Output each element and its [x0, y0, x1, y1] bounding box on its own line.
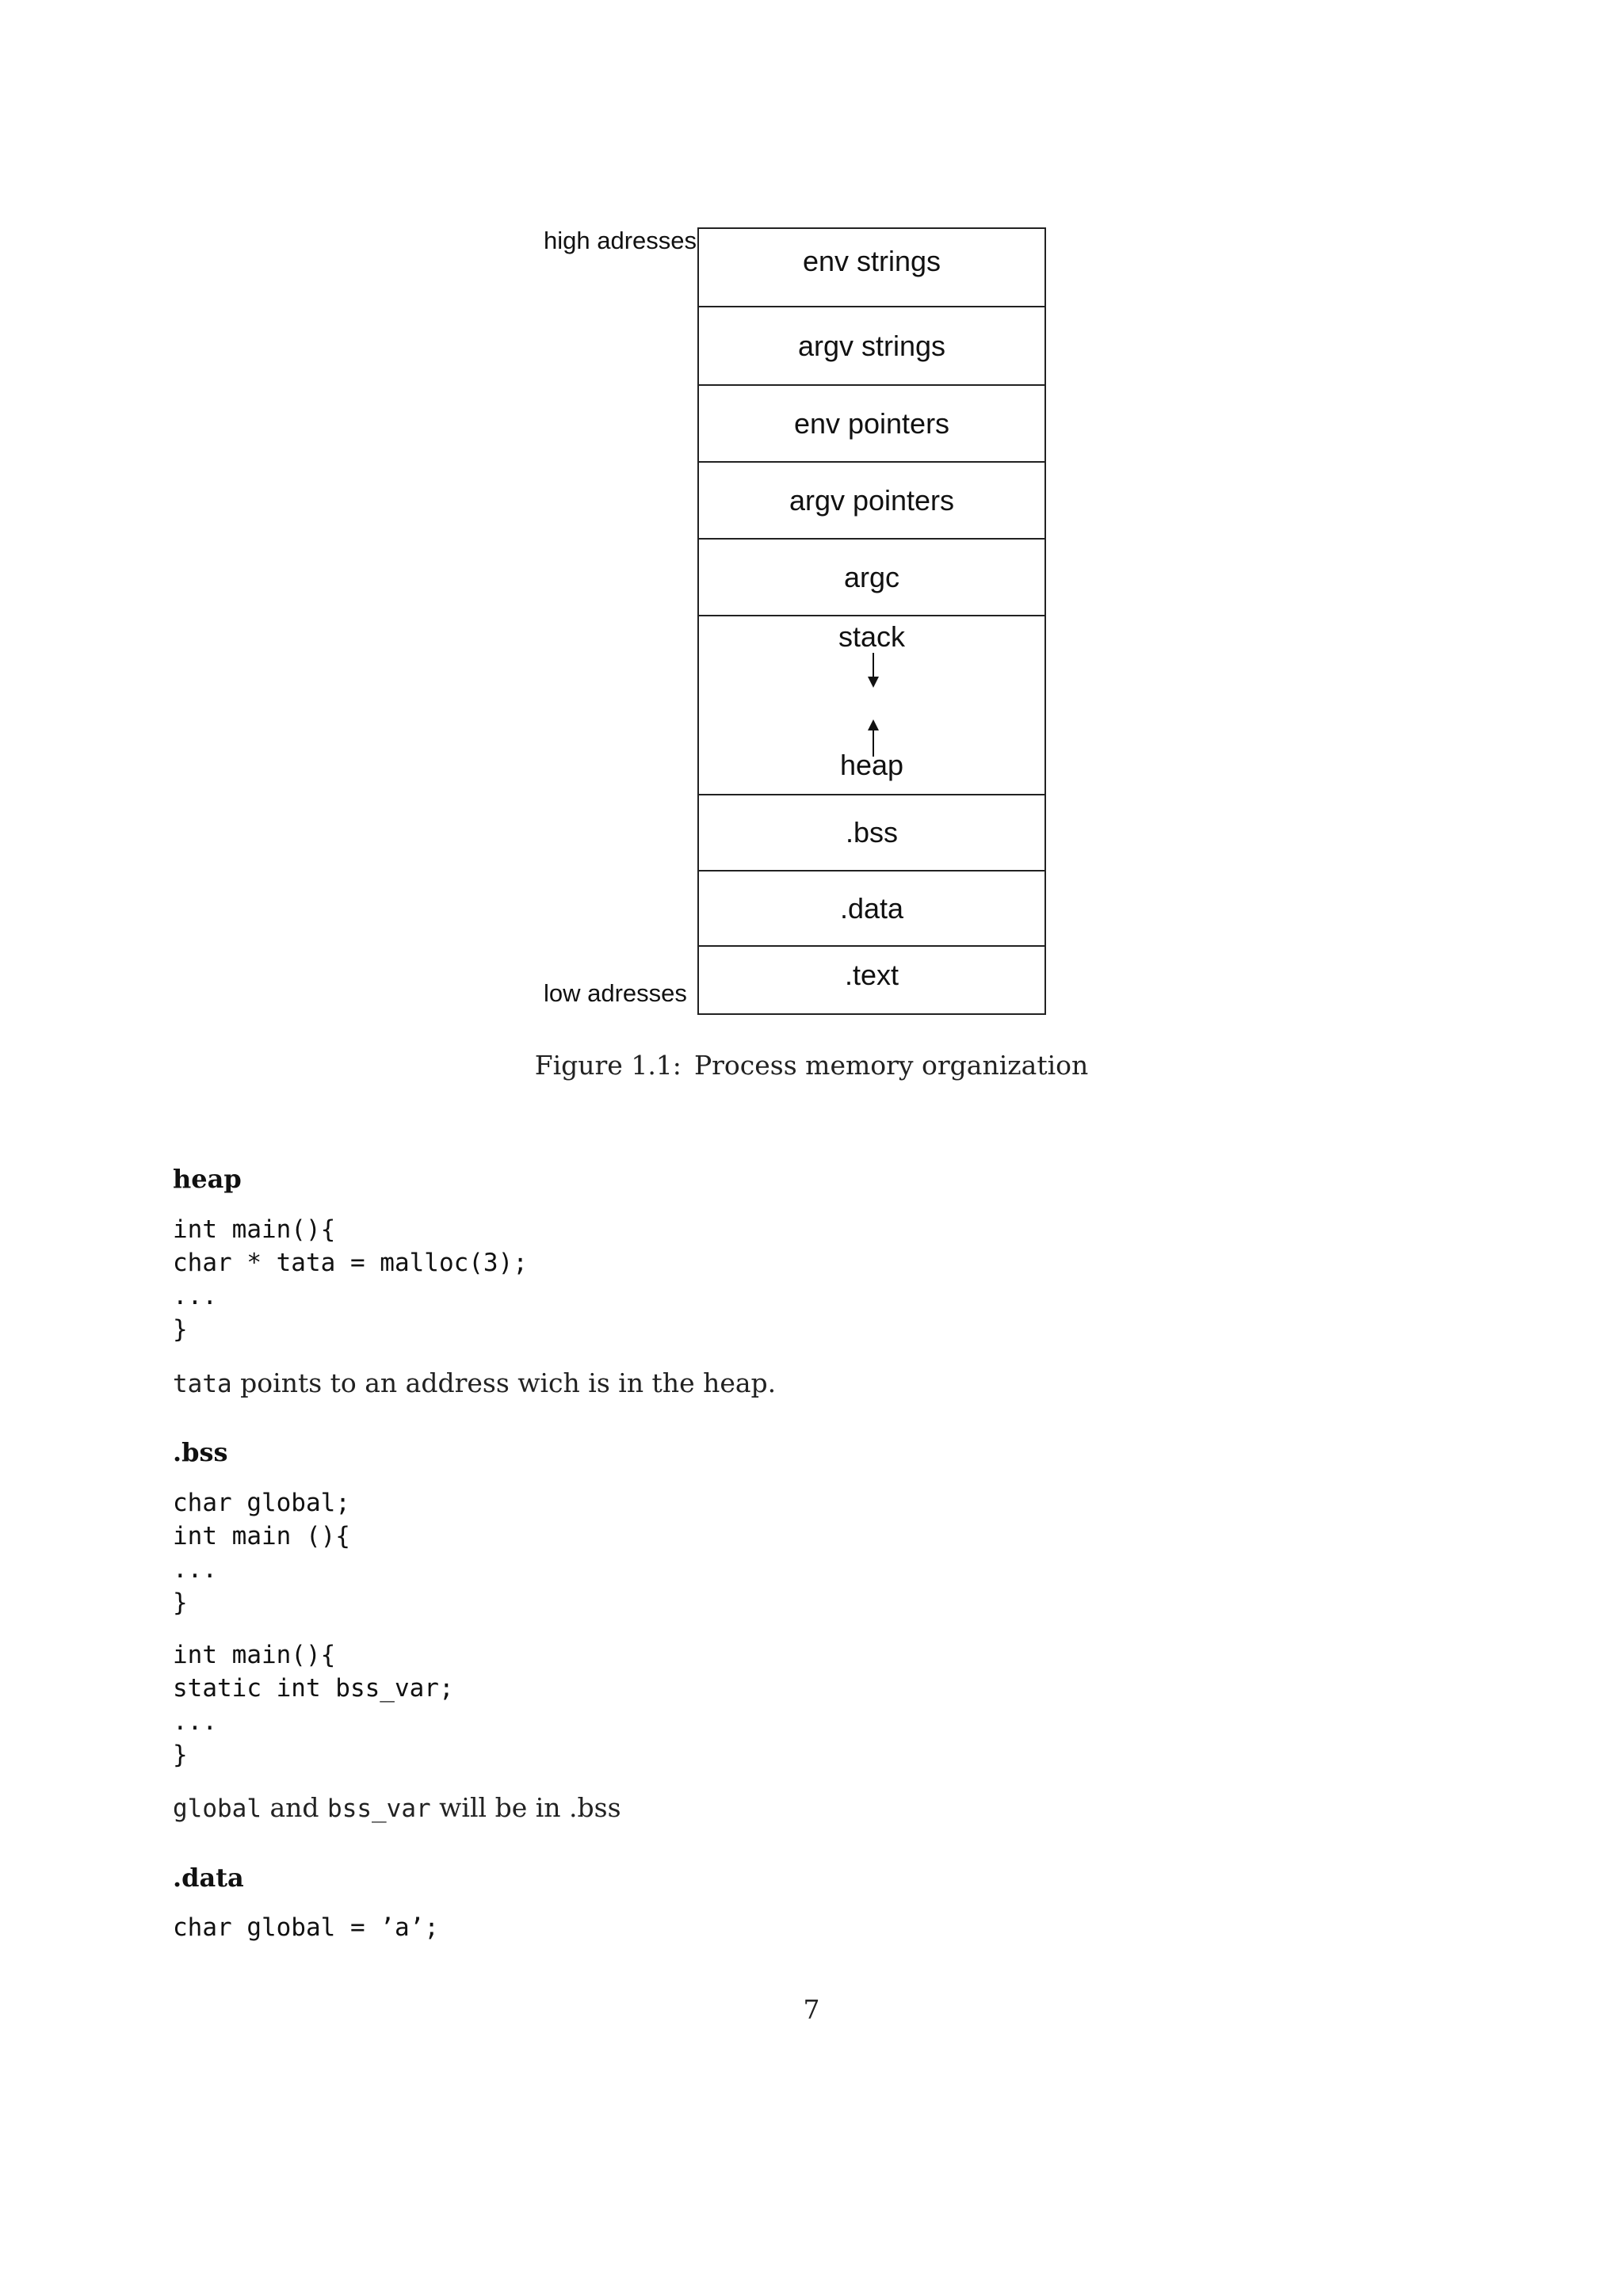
heap-paragraph: [173, 1367, 777, 1398]
segment-label: .text: [844, 959, 899, 992]
page-number: 7: [803, 1994, 820, 2025]
memory-diagram: [697, 227, 1046, 1015]
segment-argv-strings: [699, 307, 1044, 386]
stack-down-arrow-icon: [868, 653, 879, 688]
code-line: char global;: [173, 1489, 350, 1517]
figure-caption: [0, 1050, 1623, 1081]
low-addresses-label: low adresses: [544, 979, 687, 1007]
segment-env-strings: [699, 229, 1044, 307]
code-line: }: [173, 1315, 188, 1344]
segment-argc: [699, 540, 1044, 616]
figure-number: Figure 1.1:: [534, 1050, 682, 1081]
inline-code: global: [173, 1794, 262, 1823]
code-line: char global = ’a’;: [173, 1913, 439, 1942]
stack-label: stack: [838, 620, 906, 653]
data-heading: .data: [173, 1863, 244, 1893]
code-line: int main(){: [173, 1215, 336, 1244]
bss-paragraph: [173, 1794, 621, 1821]
code-line: ...: [173, 1707, 217, 1736]
code-line: char * tata = malloc(3);: [173, 1249, 528, 1277]
heap-heading: heap: [173, 1164, 242, 1194]
segment-label: argv strings: [797, 329, 946, 362]
code-line: ...: [173, 1282, 217, 1310]
high-addresses-label: high adresses: [544, 227, 697, 254]
inline-code: bss_var: [327, 1794, 431, 1823]
heap-label: heap: [839, 749, 904, 781]
segment-label: argc: [843, 560, 900, 593]
segment-label: env pointers: [793, 406, 950, 440]
code-line: static int bss_var;: [173, 1674, 454, 1703]
segment-label: .bss: [845, 816, 899, 849]
segment-argv-pointers: [699, 463, 1044, 540]
segment-label: env strings: [802, 244, 941, 277]
code-line: ...: [173, 1555, 217, 1584]
bss-code-block-2: [173, 1638, 454, 1772]
heap-code-block: [173, 1213, 528, 1346]
code-line: int main (){: [173, 1522, 350, 1550]
segment-label: argv pointers: [789, 483, 955, 517]
bss-code-block-1: [173, 1486, 350, 1619]
code-line: int main(){: [173, 1641, 336, 1669]
segment-text: [699, 947, 1044, 1015]
paragraph-text: will be in .bss: [430, 1792, 621, 1823]
paragraph-text: and: [261, 1792, 328, 1823]
segment-stack-heap: [699, 616, 1044, 795]
data-code-block: [173, 1911, 439, 1944]
segment-env-pointers: [699, 386, 1044, 463]
inline-code: tata: [173, 1370, 232, 1398]
bss-heading: .bss: [173, 1437, 228, 1467]
code-line: }: [173, 1589, 188, 1617]
segment-data: [699, 871, 1044, 947]
segment-bss: [699, 795, 1044, 871]
figure-caption-text: Process memory organization: [693, 1050, 1089, 1081]
segment-label: .data: [839, 891, 904, 925]
paragraph-text: points to an address wich is in the heap.: [231, 1367, 777, 1398]
code-line: }: [173, 1741, 188, 1769]
